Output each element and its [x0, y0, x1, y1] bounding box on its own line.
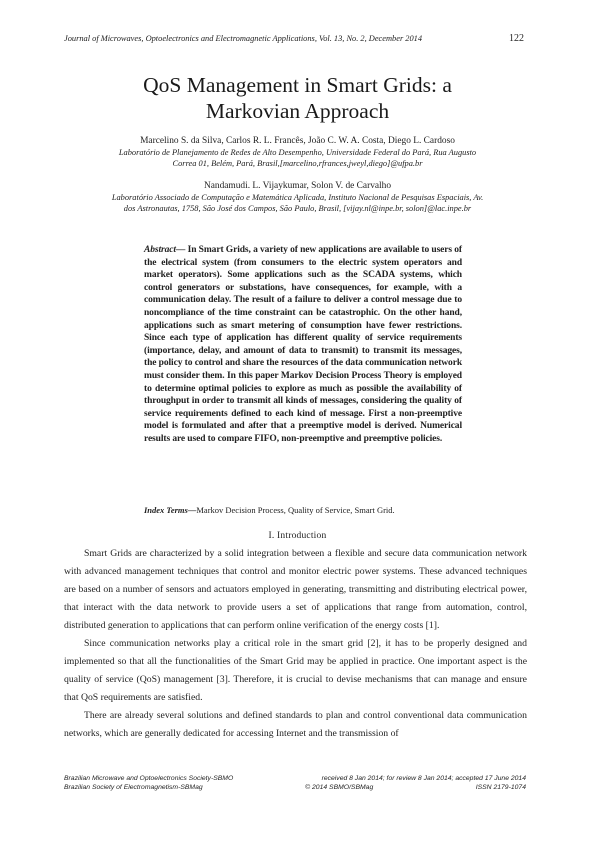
- page-number: 122: [509, 33, 524, 44]
- footer-row-2: [64, 783, 526, 792]
- title-line-2: Markovian Approach: [205, 99, 390, 123]
- paragraph-2: Since communication networks play a critical role in the smart grid [2], it has to be properly designed and implemented so that all the functionalities of the Smart Grid may be applied in practice. One important aspect is the quality of service (QoS) management [3]. Therefore, it is crucial to devise mechanisms that can manage and ensure that QoS requirements are satisfied.: [64, 638, 527, 703]
- footer-society-2: Brazilian Society of Electromagnetism-SBMag: [64, 784, 203, 791]
- abstract-text: In Smart Grids, a variety of new applications are available to users of the electrical system (from consumers to the electric system operators and market operators). Some applications such as the SCADA systems, which control generators or substations, have consequences, for example, with a communication delay. The result of a failure to deliver a control message due to noncompliance of the time constraint can be catastrophic. On the other hand, applications such as smart metering of consumption have fewer restrictions. Since each type of application has different quality of service requirements (importance, delay, and amount of data to transmit) to transmit its messages, the policy to control and share the resources of the data communication network must consider them. In this paper Markov Decision Process Theory is employed to determine optimal policies to explore as much as possible the availability of throughput in order to transmit all kinds of messages, considering the quality of service requirements defined to each kind of message. First a non-preemptive model is formulated and after that a preemptive model is derived. Numerical results are used to compare FIFO, non-preemptive and preemptive policies.: [144, 245, 462, 444]
- index-terms: [144, 505, 474, 516]
- footer-row-1: [64, 774, 526, 783]
- author-group-1-names: Marcelino S. da Silva, Carlos R. L. Francês, João C. W. A. Costa, Diego L. Cardoso: [140, 136, 455, 146]
- footer-issn: ISSN 2179-1074: [475, 784, 526, 791]
- footer-society-1: Brazilian Microwave and Optoelectronics Society-SBMO: [64, 775, 234, 782]
- footer-dates: received 8 Jan 2014; for review 8 Jan 2014; accepted 17 June 2014: [321, 775, 526, 782]
- affiliation-2-line-2: dos Astronautas, 1758, São José dos Campos, São Paulo, Brasil, [vijay.nl@inpe.br, solon]@lac.inpe.br: [123, 203, 472, 213]
- page-footer: [64, 774, 526, 792]
- index-terms-text: Markov Decision Process, Quality of Service, Smart Grid.: [196, 505, 395, 515]
- author-group-2-affiliation: [30, 193, 565, 214]
- abstract-label: Abstract—: [144, 245, 186, 255]
- affiliation-2-line-1: Laboratório Associado de Computação e Matemática Aplicada, Instituto Nacional de Pesquisas Espaciais, Av.: [111, 193, 484, 202]
- paper-title: [60, 72, 535, 124]
- body-text: [64, 545, 527, 743]
- author-group-1-affiliation: [30, 148, 565, 169]
- footer-copyright: © 2014 SBMO/SBMag: [305, 784, 374, 791]
- section-heading: I. Introduction: [268, 531, 327, 541]
- affiliation-1-line-1: Laboratório de Planejamento de Redes de Alto Desempenho, Universidade Federal do Pará, Rua Augusto: [118, 148, 477, 157]
- affiliation-1-line-2: Correa 01, Belém, Pará, Brasil,[marcelino,rfrances,jweyl,diego]@ufpa.br: [172, 158, 423, 168]
- index-terms-label: Index Terms—: [144, 505, 197, 515]
- paragraph-3: There are already several solutions and defined standards to plan and control conventional data communication networks, which are generally dedicated for accessing Internet and the transmission of: [64, 710, 527, 739]
- title-line-1: QoS Management in Smart Grids: a: [143, 73, 452, 97]
- paragraph-1: Smart Grids are characterized by a solid integration between a flexible and secure data communication network with advanced management techniques that control and monitor electric power systems. These advanced techniques are based on a number of sensors and actuators employed in generating, transmitting and distributing electrical power, that interact with the data network to provide users a set of applications that range from automation, control, distributed generation to applications that can perform online verification of the energy costs [1].: [64, 548, 527, 631]
- abstract: [144, 244, 462, 446]
- author-group-2-names: Nandamudi. L. Vijaykumar, Solon V. de Carvalho: [203, 181, 392, 191]
- running-header: Journal of Microwaves, Optoelectronics and Electromagnetic Applications, Vol. 13, No. 2, December 2014: [64, 34, 423, 43]
